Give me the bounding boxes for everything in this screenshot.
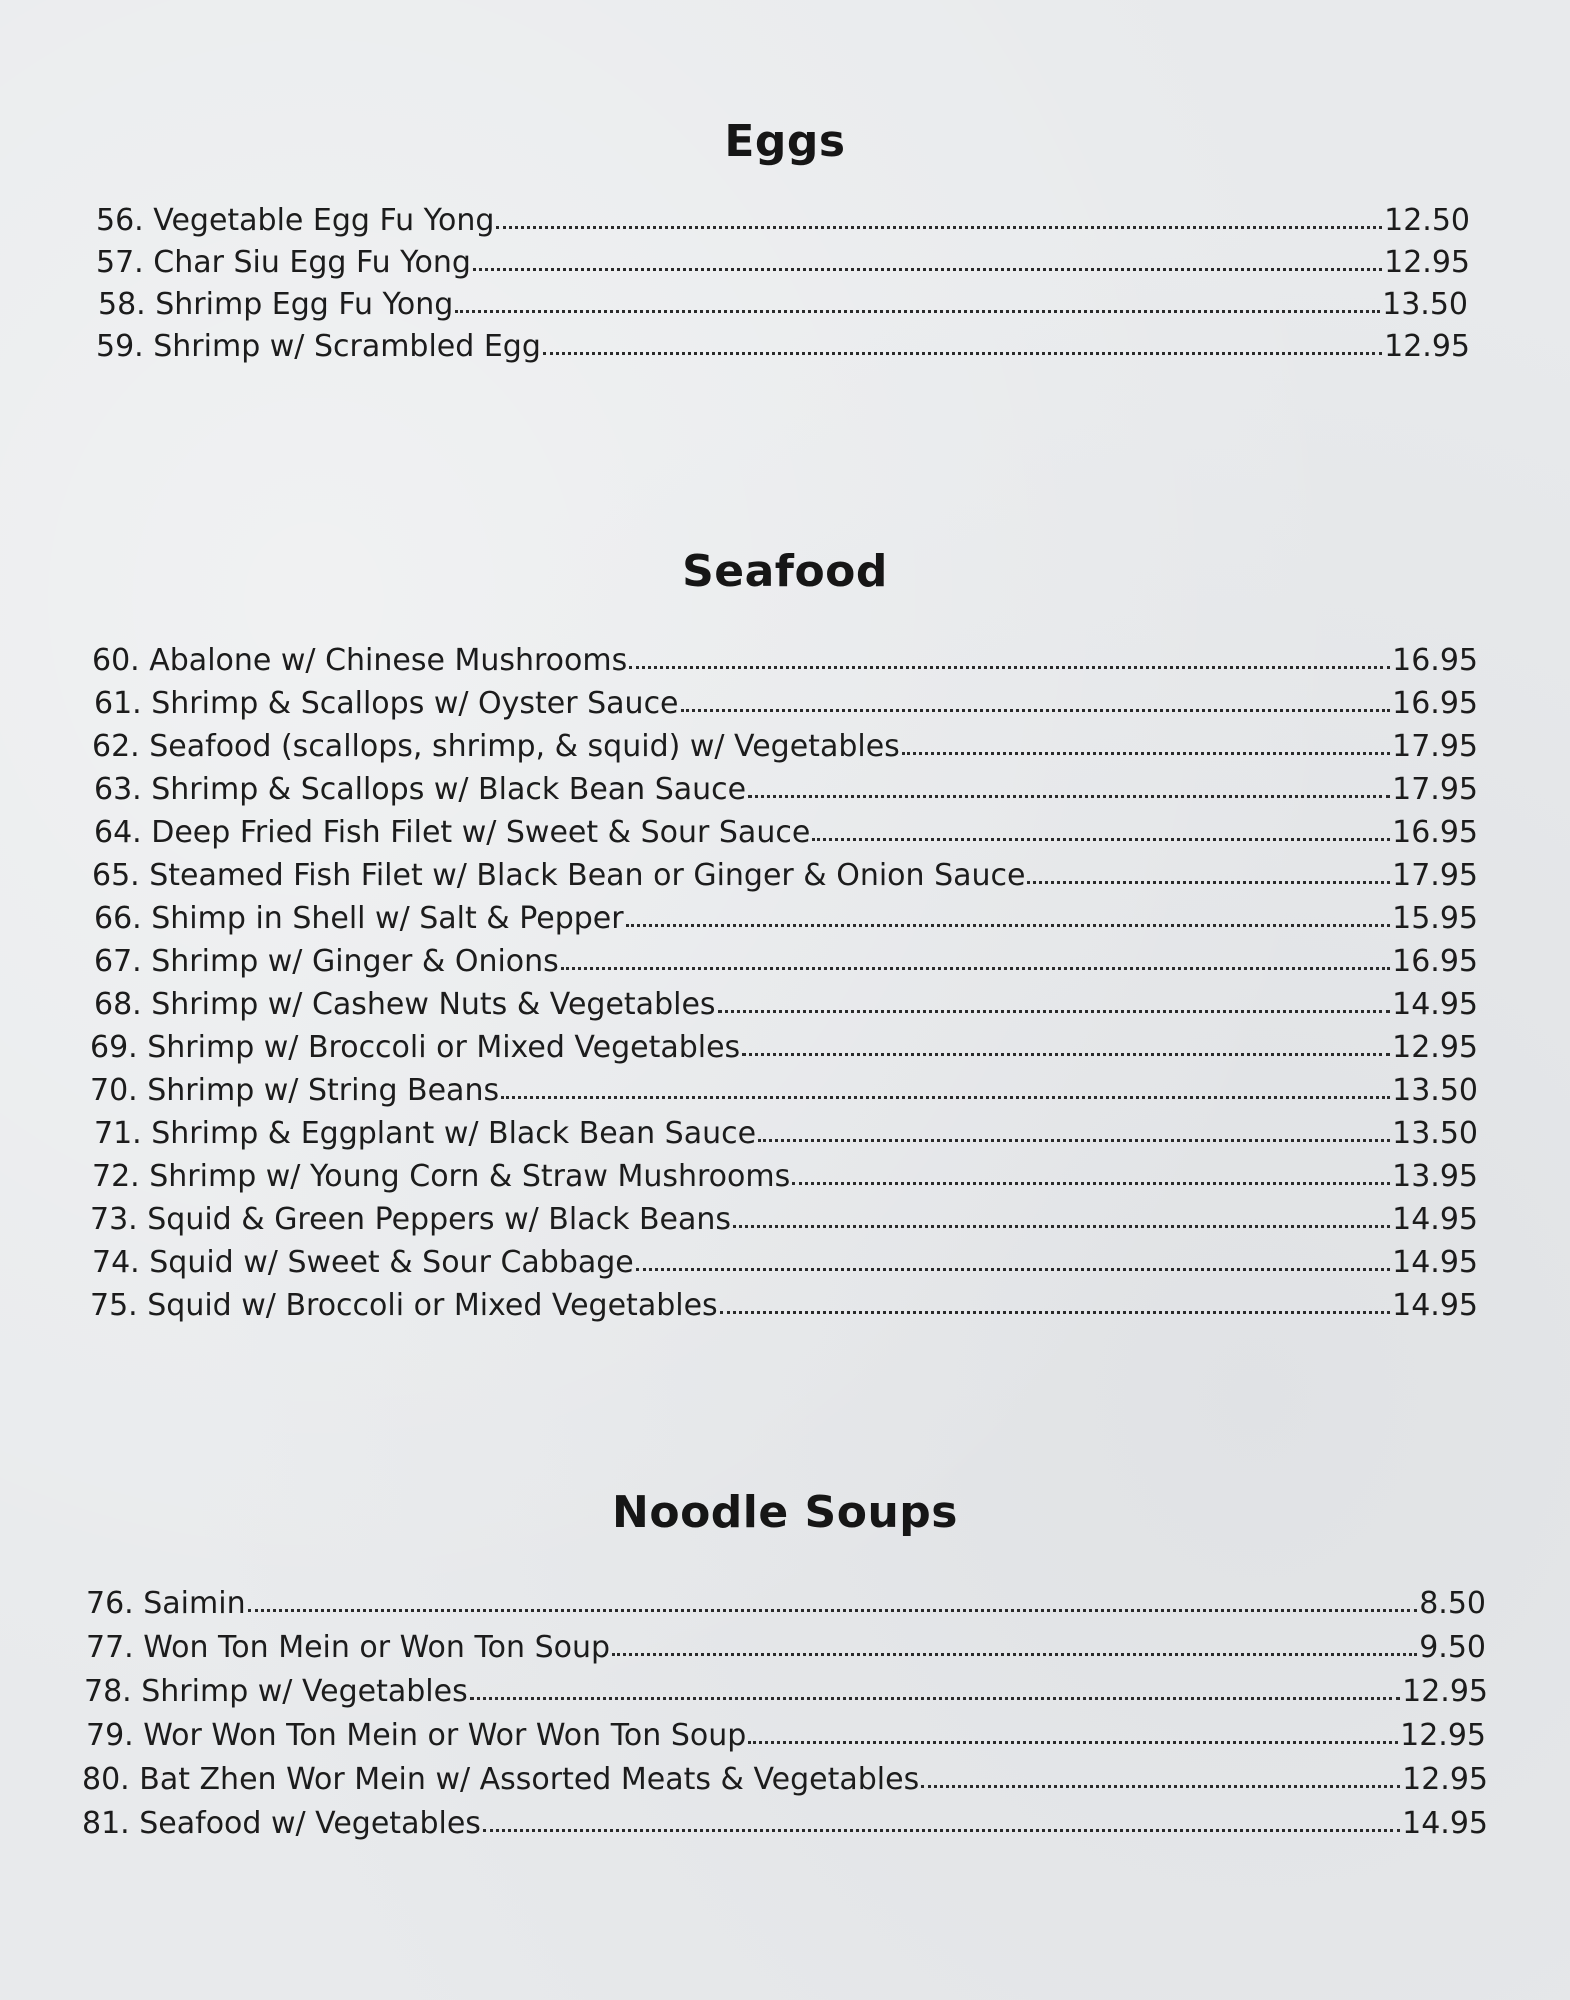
item-price: 17.95	[1392, 772, 1478, 807]
item-price: 14.95	[1402, 1806, 1488, 1841]
item-price: 16.95	[1392, 643, 1478, 678]
section-noodle-soups	[0, 1487, 1570, 1841]
menu-item	[86, 1627, 1486, 1668]
dot-leader	[626, 898, 1391, 928]
item-price: 16.95	[1392, 944, 1478, 979]
item-price: 12.95	[1402, 1762, 1488, 1797]
item-name: 67. Shrimp w/ Ginger & Onions	[94, 944, 559, 979]
menu-item	[86, 1715, 1486, 1756]
menu-item	[94, 769, 1478, 810]
item-name: 71. Shrimp & Eggplant w/ Black Bean Sauce	[94, 1116, 757, 1151]
item-name: 56. Vegetable Egg Fu Yong	[96, 203, 495, 238]
item-price: 13.95	[1392, 1159, 1478, 1194]
dot-leader	[455, 284, 1380, 314]
section-title: Noodle Soups	[612, 1487, 958, 1538]
item-price: 14.95	[1392, 1288, 1478, 1323]
menu-item	[94, 898, 1478, 939]
item-name: 77. Won Ton Mein or Won Ton Soup	[86, 1630, 611, 1665]
item-price: 12.95	[1384, 245, 1470, 280]
section-seafood	[0, 546, 1570, 1323]
item-price: 14.95	[1392, 987, 1478, 1022]
dot-leader	[742, 1027, 1390, 1057]
menu-item	[96, 326, 1470, 367]
item-name: 78. Shrimp w/ Vegetables	[84, 1674, 468, 1709]
menu-item	[90, 1027, 1478, 1068]
dot-leader	[1027, 855, 1390, 885]
menu-item	[84, 1671, 1488, 1712]
item-name: 73. Squid & Green Peppers w/ Black Beans	[90, 1202, 732, 1237]
menu-item	[92, 640, 1478, 681]
item-name: 61. Shrimp & Scallops w/ Oyster Sauce	[94, 686, 679, 721]
item-name: 59. Shrimp w/ Scrambled Egg	[96, 329, 541, 364]
dot-leader	[248, 1583, 1418, 1613]
item-price: 17.95	[1392, 729, 1478, 764]
menu-item	[94, 683, 1478, 724]
dot-leader	[921, 1759, 1400, 1789]
item-name: 57. Char Siu Egg Fu Yong	[96, 245, 471, 280]
menu-item	[96, 200, 1470, 241]
item-price: 13.50	[1382, 287, 1468, 322]
dot-leader	[496, 200, 1382, 230]
dot-leader	[758, 1113, 1390, 1143]
menu-item	[94, 941, 1478, 982]
menu-item	[92, 726, 1478, 767]
dot-leader	[629, 640, 1390, 670]
item-price: 13.50	[1392, 1116, 1478, 1151]
menu-item	[90, 1285, 1478, 1326]
item-price: 15.95	[1392, 901, 1478, 936]
dot-leader	[612, 1627, 1417, 1657]
dot-leader	[792, 1156, 1390, 1186]
item-price: 12.95	[1400, 1718, 1486, 1753]
menu-item	[92, 1242, 1478, 1283]
dot-leader	[681, 683, 1391, 713]
menu-item	[94, 984, 1478, 1025]
menu-item	[92, 855, 1478, 896]
item-price: 17.95	[1392, 858, 1478, 893]
menu-item	[92, 1156, 1478, 1197]
dot-leader	[636, 1242, 1390, 1272]
item-name: 72. Shrimp w/ Young Corn & Straw Mushrooms	[92, 1159, 791, 1194]
menu-item	[94, 812, 1478, 853]
item-name: 69. Shrimp w/ Broccoli or Mixed Vegetables	[90, 1030, 741, 1065]
dot-leader	[561, 941, 1390, 971]
dot-leader	[543, 326, 1382, 356]
item-name: 66. Shimp in Shell w/ Salt & Pepper	[94, 901, 624, 936]
section-title: Seafood	[682, 546, 888, 597]
menu-item	[86, 1583, 1486, 1624]
item-name: 70. Shrimp w/ String Beans	[90, 1073, 500, 1108]
menu-item	[90, 1199, 1478, 1240]
dot-leader	[733, 1199, 1390, 1229]
item-price: 12.50	[1384, 203, 1470, 238]
section-eggs	[0, 116, 1570, 364]
item-name: 62. Seafood (scallops, shrimp, & squid) w/ Vegetables	[92, 729, 900, 764]
item-name: 76. Saimin	[86, 1586, 246, 1621]
item-price: 16.95	[1392, 686, 1478, 721]
dot-leader	[748, 769, 1390, 799]
item-name: 68. Shrimp w/ Cashew Nuts & Vegetables	[94, 987, 716, 1022]
item-price: 13.50	[1392, 1073, 1478, 1108]
item-name: 79. Wor Won Ton Mein or Wor Won Ton Soup	[86, 1718, 747, 1753]
item-name: 74. Squid w/ Sweet & Sour Cabbage	[92, 1245, 634, 1280]
item-name: 65. Steamed Fish Filet w/ Black Bean or Ginger & Onion Sauce	[92, 858, 1026, 893]
item-name: 58. Shrimp Egg Fu Yong	[98, 287, 454, 322]
item-name: 80. Bat Zhen Wor Mein w/ Assorted Meats & Vegetables	[82, 1762, 920, 1797]
dot-leader	[473, 242, 1382, 272]
dot-leader	[902, 726, 1390, 756]
item-price: 12.95	[1402, 1674, 1488, 1709]
dot-leader	[748, 1715, 1398, 1745]
item-name: 60. Abalone w/ Chinese Mushrooms	[92, 643, 628, 678]
item-price: 8.50	[1419, 1586, 1486, 1621]
menu-item	[82, 1759, 1488, 1800]
dot-leader	[501, 1070, 1390, 1100]
menu-item	[96, 242, 1470, 283]
dot-leader	[718, 984, 1391, 1014]
item-price: 14.95	[1392, 1202, 1478, 1237]
menu-item	[94, 1113, 1478, 1154]
item-name: 75. Squid w/ Broccoli or Mixed Vegetables	[90, 1288, 718, 1323]
section-title: Eggs	[724, 116, 846, 167]
item-price: 14.95	[1392, 1245, 1478, 1280]
menu-item	[98, 284, 1468, 325]
item-price: 12.95	[1392, 1030, 1478, 1065]
item-price: 16.95	[1392, 815, 1478, 850]
item-name: 81. Seafood w/ Vegetables	[82, 1806, 481, 1841]
menu-item	[82, 1803, 1488, 1844]
item-price: 12.95	[1384, 329, 1470, 364]
dot-leader	[483, 1803, 1400, 1833]
menu-item	[90, 1070, 1478, 1111]
item-name: 64. Deep Fried Fish Filet w/ Sweet & Sour Sauce	[94, 815, 811, 850]
item-price: 9.50	[1419, 1630, 1486, 1665]
dot-leader	[470, 1671, 1400, 1701]
item-name: 63. Shrimp & Scallops w/ Black Bean Sauce	[94, 772, 747, 807]
dot-leader	[720, 1285, 1390, 1315]
dot-leader	[812, 812, 1390, 842]
